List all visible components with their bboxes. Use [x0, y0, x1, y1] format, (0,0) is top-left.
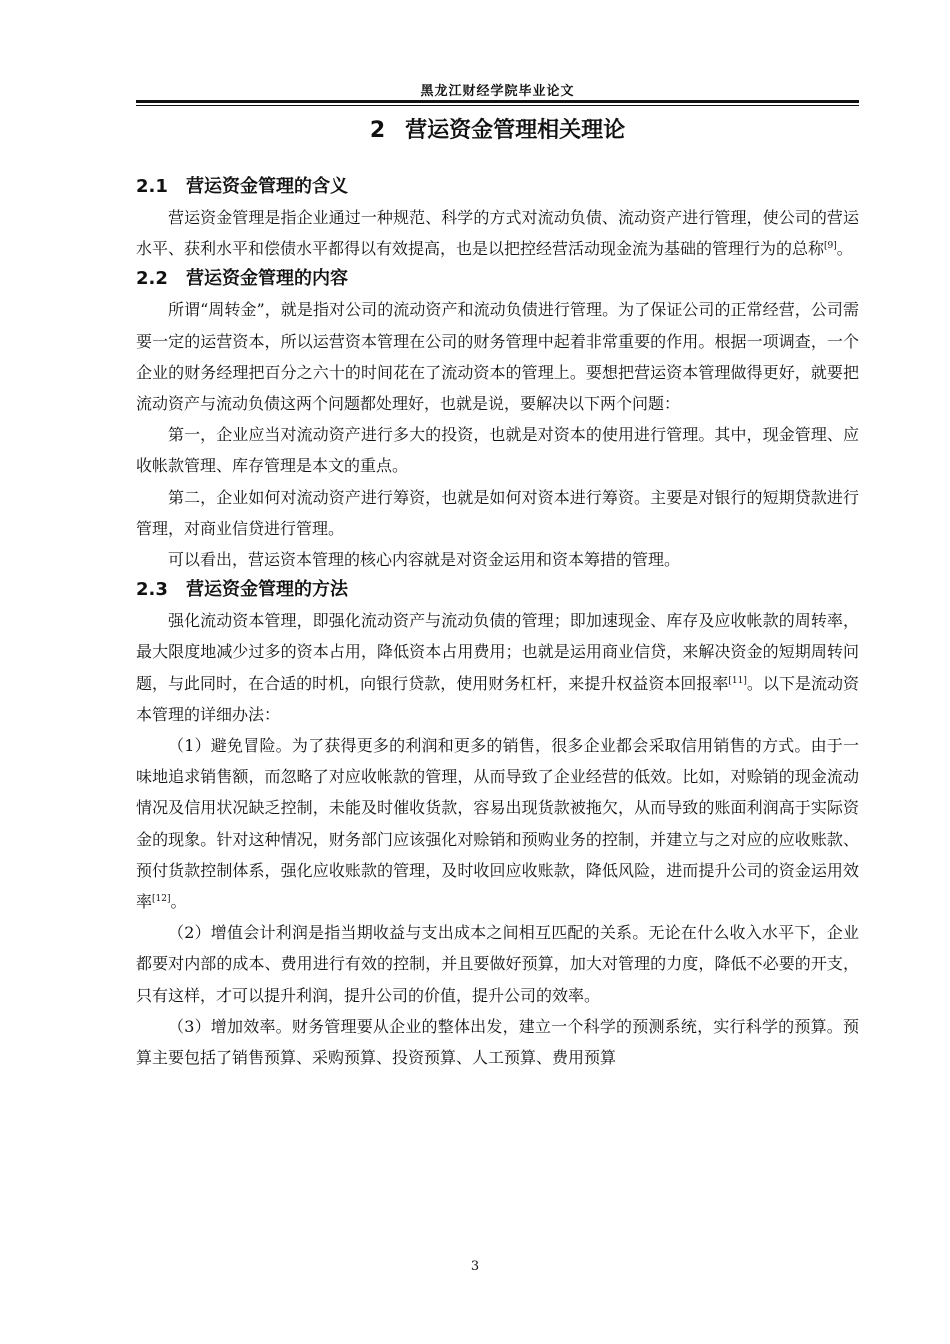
section-heading: [136, 264, 859, 294]
section-title: 营运资金管理的含义: [186, 176, 348, 197]
paragraph: 所谓“周转金”，就是指对公司的流动资产和流动负债进行管理。为了保证公司的正常经营，公司需要一定的运营资本，所以运营资本管理在公司的财务管理中起着非常重要的作用。根据一项调查，一个企业的财务经理把百分之六十的时间花在了流动资本的管理上。要想把营运资本管理做得更好，就要把流动资产与流动负债这两个问题都处理好，也就是说，要解决以下两个问题：: [136, 300, 859, 414]
paragraph-tail: 。: [836, 239, 853, 259]
section-number: 2.1: [136, 176, 168, 197]
paragraph: [136, 605, 859, 730]
paragraph: （2）增值会计利润是指当期收益与支出成本之间相互匹配的关系。无论在什么收入水平下，企业都要对内部的成本、费用进行有效的控制，并且要做好预算，加大对管理的力度，降低不必要的开支，只有这样，才可以提升利润，提升公司的价值，提升公司的效率。: [136, 923, 859, 1005]
running-header: 黑龙江财经学院毕业论文: [420, 84, 575, 99]
paragraph: [136, 730, 859, 917]
citation: [11]: [728, 675, 747, 686]
section-heading: [136, 575, 859, 605]
section-number: 2.3: [136, 579, 168, 601]
page-body: [136, 113, 859, 1073]
paragraph: [136, 202, 859, 264]
section-title: 营运资金管理的方法: [186, 579, 348, 601]
header-rule-thin: [136, 105, 859, 106]
header-rule-thick: [136, 100, 859, 103]
page-number: 3: [470, 1259, 480, 1274]
paragraph: 可以看出，营运资本管理的核心内容就是对资金运用和资本筹措的管理。: [168, 550, 681, 570]
paragraph-text: 营运资金管理是指企业通过一种规范、科学的方式对流动负债、流动资产进行管理，使公司的营运水平、获利水平和偿债水平都得以有效提高，也是以把控经营活动现金流为基础的管理行为的总称: [136, 208, 859, 259]
chapter-title-text: 营运资金管理相关理论: [405, 118, 626, 143]
paragraph-text: 强化流动资本管理，即强化流动资产与流动负债的管理；即加速现金、库存及应收帐款的周转率，最大限度地减少过多的资本占用，降低资本占用费用；也就是运用商业信贷，来解决资金的短期周转问题，与此同时，在合适的时机，向银行贷款，使用财务杠杆，来提升权益资本回报率: [136, 611, 859, 693]
chapter-title: [136, 113, 859, 149]
paragraph: 第二，企业如何对流动资产进行筹资，也就是如何对资本进行筹资。主要是对银行的短期贷款进行管理，对商业信贷进行管理。: [136, 487, 859, 538]
paragraph-tail: 。以下是流动资本管理的详细办法：: [136, 673, 859, 724]
section-number: 2.2: [136, 268, 168, 290]
paragraph-text: （1）避免冒险。为了获得更多的利润和更多的销售，很多企业都会采取信用销售的方式。由于一味地追求销售额，而忽略了对应收帐款的管理，从而导致了企业经营的低效。比如，对赊销的现金流动情况及信用状况缺乏控制，未能及时催收货款，容易出现货款被拖欠，从而导致的账面利润高于实际资金的现象。针对这种情况，财务部门应该强化对赊销和预购业务的控制，并建立与之对应的应收账款、预付货款控制体系，强化应收账款的管理，及时收回应收账款，降低风险，进而提升公司的资金运用效率: [136, 736, 859, 912]
section-heading: [136, 172, 859, 202]
paragraph: 第一，企业应当对流动资产进行多大的投资，也就是对资本的使用进行管理。其中，现金管理、应收帐款管理、库存管理是本文的重点。: [136, 425, 859, 476]
section-title: 营运资金管理的内容: [186, 268, 348, 290]
chapter-number: 2: [369, 118, 386, 143]
paragraph: （3）增加效率。财务管理要从企业的整体出发，建立一个科学的预测系统，实行科学的预算。预算主要包括了销售预算、采购预算、投资预算、人工预算、费用预算: [136, 1016, 859, 1068]
citation: [12]: [152, 894, 171, 905]
paragraph-tail: 。: [170, 892, 187, 912]
citation: [9]: [824, 241, 837, 252]
